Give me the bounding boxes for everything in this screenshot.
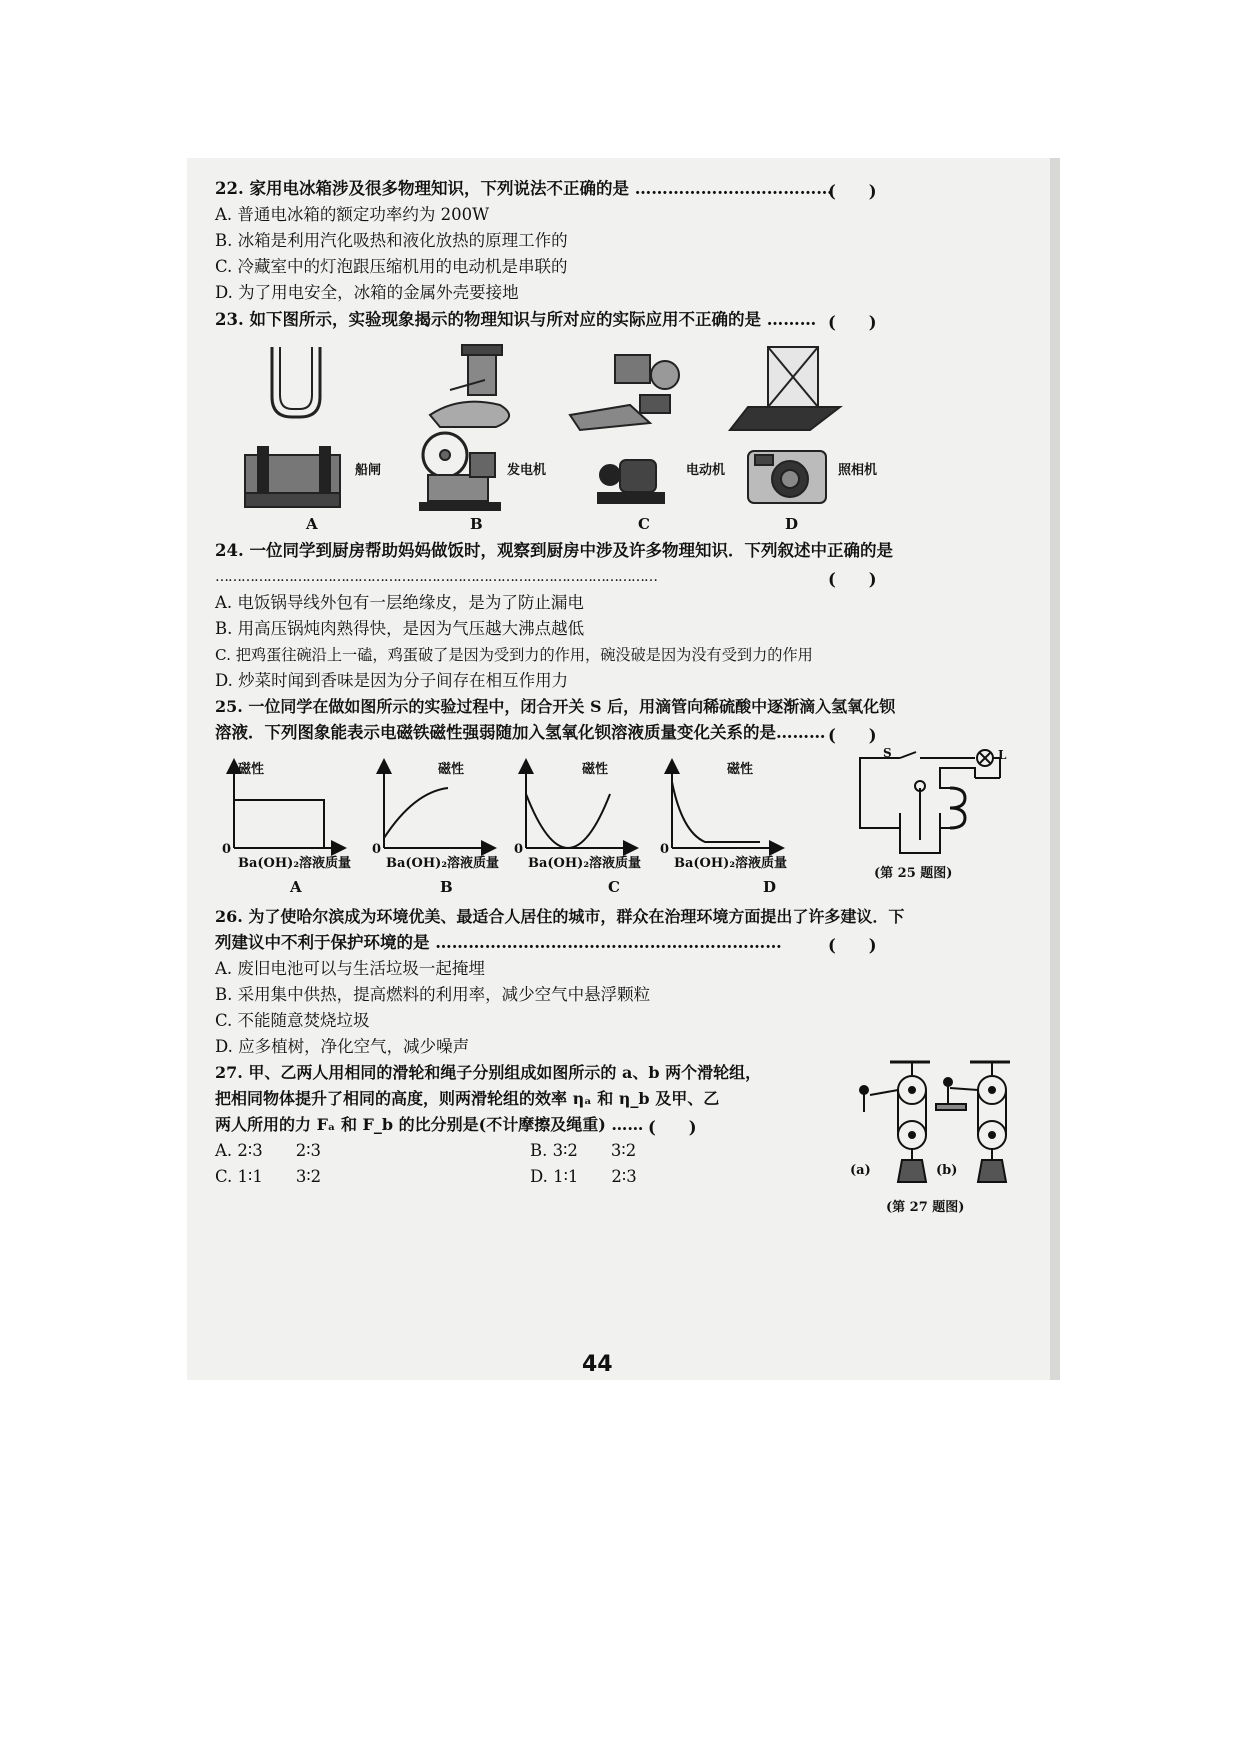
q25-answer-paren: ( ) bbox=[828, 726, 877, 745]
q27-option-d: D. 1∶1 2∶3 bbox=[530, 1167, 637, 1186]
q25-graph-c-ylabel: 磁性 bbox=[582, 762, 609, 777]
q25-graph-a-origin: 0 bbox=[222, 842, 232, 857]
q25-circuit-caption: (第 25 题图) bbox=[874, 866, 953, 881]
q23-letter-a: A bbox=[306, 515, 318, 533]
q25-letter-b: B bbox=[440, 878, 453, 896]
q24-option-c: C. 把鸡蛋往碗沿上一磕，鸡蛋破了是因为受到力的作用，碗没破是因为没有受到力的作用 bbox=[215, 646, 813, 664]
q25-graph-d-origin: 0 bbox=[660, 842, 670, 857]
q24-dots: ………………………………………………………………………………………… bbox=[215, 569, 657, 585]
q25-graph-b-curve bbox=[384, 788, 448, 838]
q25-letter-d: D bbox=[763, 878, 777, 896]
q24-option-b: B. 用高压锅炖肉熟得快，是因为气压越大沸点越低 bbox=[215, 619, 585, 638]
q23-label-motor: 电动机 bbox=[686, 463, 726, 478]
q24-stem: 24. 一位同学到厨房帮助妈妈做饭时，观察到厨房中涉及许多物理知识．下列叙述中正确的是 bbox=[215, 541, 893, 560]
q22-option-a: A. 普通电冰箱的额定功率约为 200W bbox=[215, 205, 490, 224]
q25-graph-d-xlabel: Ba(OH)₂溶液质量 bbox=[674, 856, 788, 871]
q26-option-d: D. 应多植树，净化空气，减少噪声 bbox=[215, 1037, 470, 1056]
q25-switch-label: S bbox=[883, 746, 892, 760]
coil-icon bbox=[950, 788, 965, 828]
q27-option-b: B. 3∶2 3∶2 bbox=[530, 1141, 637, 1160]
q26-stem-line2: 列建议中不利于保护环境的是 ……………………………………………………… bbox=[215, 933, 782, 952]
q25-circuit-figure bbox=[850, 748, 1010, 860]
q27-stem-line2: 把相同物体提升了相同的高度，则两滑轮组的效率 ηₐ 和 η_b 及甲、乙 bbox=[215, 1089, 720, 1108]
q25-stem-line1: 25. 一位同学在做如图所示的实验过程中，闭合开关 S 后，用滴管向稀硫酸中逐渐滴入氢氧化钡 bbox=[215, 697, 896, 716]
q23-label-generator: 发电机 bbox=[507, 463, 547, 478]
ship-lock-icon bbox=[245, 447, 340, 507]
q27-label-a: (a) bbox=[850, 1163, 871, 1178]
q24-answer-paren: ( ) bbox=[828, 570, 877, 589]
q23-figures bbox=[200, 335, 900, 535]
q23-letter-b: B bbox=[470, 515, 483, 533]
q25-graph-d-curve bbox=[672, 782, 760, 844]
weight-a-icon bbox=[898, 1160, 926, 1182]
q27-option-a: A. 2∶3 2∶3 bbox=[215, 1141, 321, 1160]
q25-stem-line2: 溶液．下列图象能表示电磁铁磁性强弱随加入氢氧化钡溶液质量变化关系的是……… bbox=[215, 723, 826, 742]
q27-stem-line3: 两人所用的力 Fₐ 和 F_b 的比分别是(不计摩擦及绳重) …… bbox=[215, 1115, 644, 1134]
page-number: 44 bbox=[582, 1352, 613, 1377]
q25-graph-a-curve bbox=[234, 800, 324, 848]
q23-letter-d: D bbox=[785, 515, 799, 533]
q23-label-ship-lock: 船闸 bbox=[355, 463, 382, 478]
q27-caption: (第 27 题图) bbox=[886, 1200, 965, 1215]
person-a-icon bbox=[860, 1086, 868, 1094]
page-gutter-shadow bbox=[1050, 158, 1060, 1380]
q26-option-b: B. 采用集中供热，提高燃料的利用率，减少空气中悬浮颗粒 bbox=[215, 985, 651, 1004]
weight-b-icon bbox=[978, 1160, 1006, 1182]
camera-icon bbox=[748, 451, 826, 503]
motor-experiment-icon bbox=[570, 355, 679, 430]
q27-answer-paren: ( ) bbox=[648, 1118, 697, 1137]
q26-stem-line1: 26. 为了使哈尔滨成为环境优美、最适合人居住的城市，群众在治理环境方面提出了许多建议．下 bbox=[215, 907, 905, 926]
q27-option-c: C. 1∶1 3∶2 bbox=[215, 1167, 322, 1186]
q27-label-b: (b) bbox=[936, 1163, 958, 1178]
switch-icon bbox=[900, 752, 916, 758]
q22-option-c: C. 冷藏室中的灯泡跟压缩机用的电动机是串联的 bbox=[215, 257, 568, 276]
q25-letter-a: A bbox=[290, 878, 302, 896]
q22-option-b: B. 冰箱是利用汽化吸热和液化放热的原理工作的 bbox=[215, 231, 568, 250]
q26-option-c: C. 不能随意焚烧垃圾 bbox=[215, 1011, 370, 1030]
q23-letter-c: C bbox=[638, 515, 650, 533]
q25-graph-c-curve bbox=[526, 794, 610, 848]
q25-graph-c-origin: 0 bbox=[514, 842, 524, 857]
q25-letter-c: C bbox=[608, 878, 620, 896]
q24-option-a: A. 电饭锅导线外包有一层绝缘皮，是为了防止漏电 bbox=[215, 593, 584, 612]
q24-option-d: D. 炒菜时闻到香味是因为分子间存在相互作用力 bbox=[215, 671, 569, 690]
q25-graph-c-xlabel: Ba(OH)₂溶液质量 bbox=[528, 856, 642, 871]
q25-lamp-label: L bbox=[998, 748, 1007, 762]
q25-graph-d-ylabel: 磁性 bbox=[727, 762, 754, 777]
u-tube-icon bbox=[272, 347, 320, 417]
q25-graph-a-xlabel: Ba(OH)₂溶液质量 bbox=[238, 856, 352, 871]
q26-option-a: A. 废旧电池可以与生活垃圾一起掩埋 bbox=[215, 959, 485, 978]
magnet-wire-experiment-icon bbox=[430, 345, 509, 427]
q26-answer-paren: ( ) bbox=[828, 936, 877, 955]
q23-stem: 23. 如下图所示，实验现象揭示的物理知识与所对应的实际应用不正确的是 ……… bbox=[215, 310, 817, 329]
q27-stem-line1: 27. 甲、乙两人用相同的滑轮和绳子分别组成如图所示的 a、b 两个滑轮组， bbox=[215, 1063, 762, 1082]
q22-answer-paren: ( ) bbox=[828, 182, 877, 201]
q23-answer-paren: ( ) bbox=[828, 313, 877, 332]
q22-option-d: D. 为了用电安全，冰箱的金属外壳要接地 bbox=[215, 283, 519, 302]
q23-label-camera: 照相机 bbox=[838, 463, 878, 478]
person-b-icon bbox=[944, 1078, 952, 1086]
q25-graph-b-ylabel: 磁性 bbox=[438, 762, 465, 777]
q22-stem: 22. 家用电冰箱涉及很多物理知识，下列说法不正确的是 ……………………………… bbox=[215, 179, 833, 198]
lens-projection-icon bbox=[730, 347, 840, 430]
q25-graph-a-ylabel: 磁性 bbox=[238, 762, 265, 777]
electric-motor-icon bbox=[598, 460, 664, 503]
q25-graph-b-xlabel: Ba(OH)₂溶液质量 bbox=[386, 856, 500, 871]
q25-graph-b-origin: 0 bbox=[372, 842, 382, 857]
generator-icon bbox=[420, 433, 500, 510]
